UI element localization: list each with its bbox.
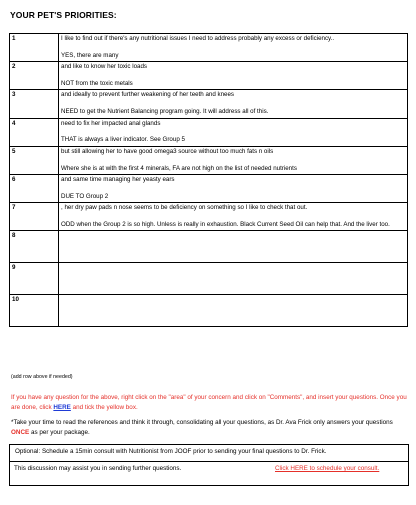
table-row bbox=[10, 203, 408, 231]
priority-number: 6 bbox=[10, 175, 59, 203]
take-time-note bbox=[11, 418, 407, 438]
priority-number: 5 bbox=[10, 146, 59, 174]
optional-consult-text: Optional: Schedule a 15min consult with Nutritionist from JOOF prior to sending your final questions to Dr. Frick. bbox=[15, 448, 327, 455]
priority-concern: but still allowing her to have good omega3 source without too much fats n oils bbox=[61, 147, 274, 155]
table-row bbox=[10, 118, 408, 146]
table-row bbox=[10, 90, 408, 118]
here-link[interactable]: HERE bbox=[53, 403, 71, 411]
priority-answer: THAT is always a liver indicator. See Group 5 bbox=[61, 136, 185, 144]
schedule-consult-link[interactable]: Click HERE to schedule your consult. bbox=[275, 465, 380, 472]
table-row bbox=[10, 146, 408, 174]
priority-answer: DUE TO Group 2 bbox=[61, 192, 109, 200]
priority-text-cell[interactable] bbox=[59, 146, 408, 174]
table-row bbox=[10, 263, 408, 295]
table-row bbox=[10, 62, 408, 90]
priority-answer: NEED to get the Nutrient Balancing program going. It will address all of this. bbox=[61, 108, 269, 116]
priority-text-cell[interactable] bbox=[59, 34, 408, 62]
priority-text-cell[interactable] bbox=[59, 175, 408, 203]
priority-concern: need to fix her impacted anal glands bbox=[61, 119, 161, 127]
priority-text-cell[interactable] bbox=[59, 118, 408, 146]
priority-text-cell[interactable] bbox=[59, 263, 408, 295]
priority-answer: NOT from the toxic metals bbox=[61, 80, 133, 87]
table-row bbox=[10, 175, 408, 203]
instructions-text-end: and tick the yellow box. bbox=[70, 403, 138, 411]
priority-concern: , her dry paw pads n nose seems to be deficiency on something so I like to check that out. bbox=[61, 204, 308, 212]
take-time-text-end: as per your package. bbox=[29, 428, 90, 436]
comment-instructions bbox=[11, 393, 407, 413]
priority-number: 3 bbox=[10, 90, 59, 118]
take-time-text: *Take your time to read the references and think it through, consolidating all your questions, as Dr. Ava Frick only answers your questions bbox=[11, 419, 393, 426]
page-title: YOUR PET'S PRIORITIES: bbox=[10, 10, 117, 20]
priority-text-cell[interactable] bbox=[59, 90, 408, 118]
priority-number: 4 bbox=[10, 118, 59, 146]
priority-text-cell[interactable] bbox=[59, 203, 408, 231]
discussion-note: This discussion may assist you in sending further questions. bbox=[14, 465, 182, 472]
priority-answer: Where she is at with the first 4 minerals, FA are not high on the list of needed nutrients bbox=[61, 164, 297, 172]
priority-number: 1 bbox=[10, 34, 59, 62]
table-row bbox=[10, 295, 408, 327]
priority-number: 9 bbox=[10, 263, 59, 295]
instructions-text: If you have any question for the above, right click on the "area" of your concern and click on "Comments", and insert your questions. Once you are done, click bbox=[11, 394, 407, 411]
priority-concern: and like to know her toxic loads bbox=[61, 63, 147, 71]
table-row bbox=[10, 231, 408, 263]
add-row-note: (add row above if needed) bbox=[11, 374, 73, 380]
priority-answer: YES, there are many bbox=[61, 51, 119, 59]
priority-number: 7 bbox=[10, 203, 59, 231]
priority-text-cell[interactable] bbox=[59, 62, 408, 90]
priority-concern: and same time managing her yeasty ears bbox=[61, 176, 175, 184]
priority-text-cell[interactable] bbox=[59, 295, 408, 327]
priorities-table bbox=[9, 33, 408, 327]
priority-concern: I like to find out if there's any nutritional issues I need to address probably any excess or deficiency.. bbox=[61, 35, 335, 42]
priority-text-cell[interactable] bbox=[59, 231, 408, 263]
priority-answer: ODD when the Group 2 is so high. Unless is really in exhaustion. Black Current Seed Oil can help that. And the liver too. bbox=[61, 221, 390, 229]
priority-number: 10 bbox=[10, 295, 59, 327]
priority-number: 2 bbox=[10, 62, 59, 90]
once-emphasis: ONCE bbox=[11, 428, 30, 436]
table-row bbox=[10, 34, 408, 62]
divider bbox=[9, 461, 409, 462]
priority-concern: and ideally to prevent further weakening of her teeth and knees bbox=[61, 91, 235, 99]
priority-number: 8 bbox=[10, 231, 59, 263]
